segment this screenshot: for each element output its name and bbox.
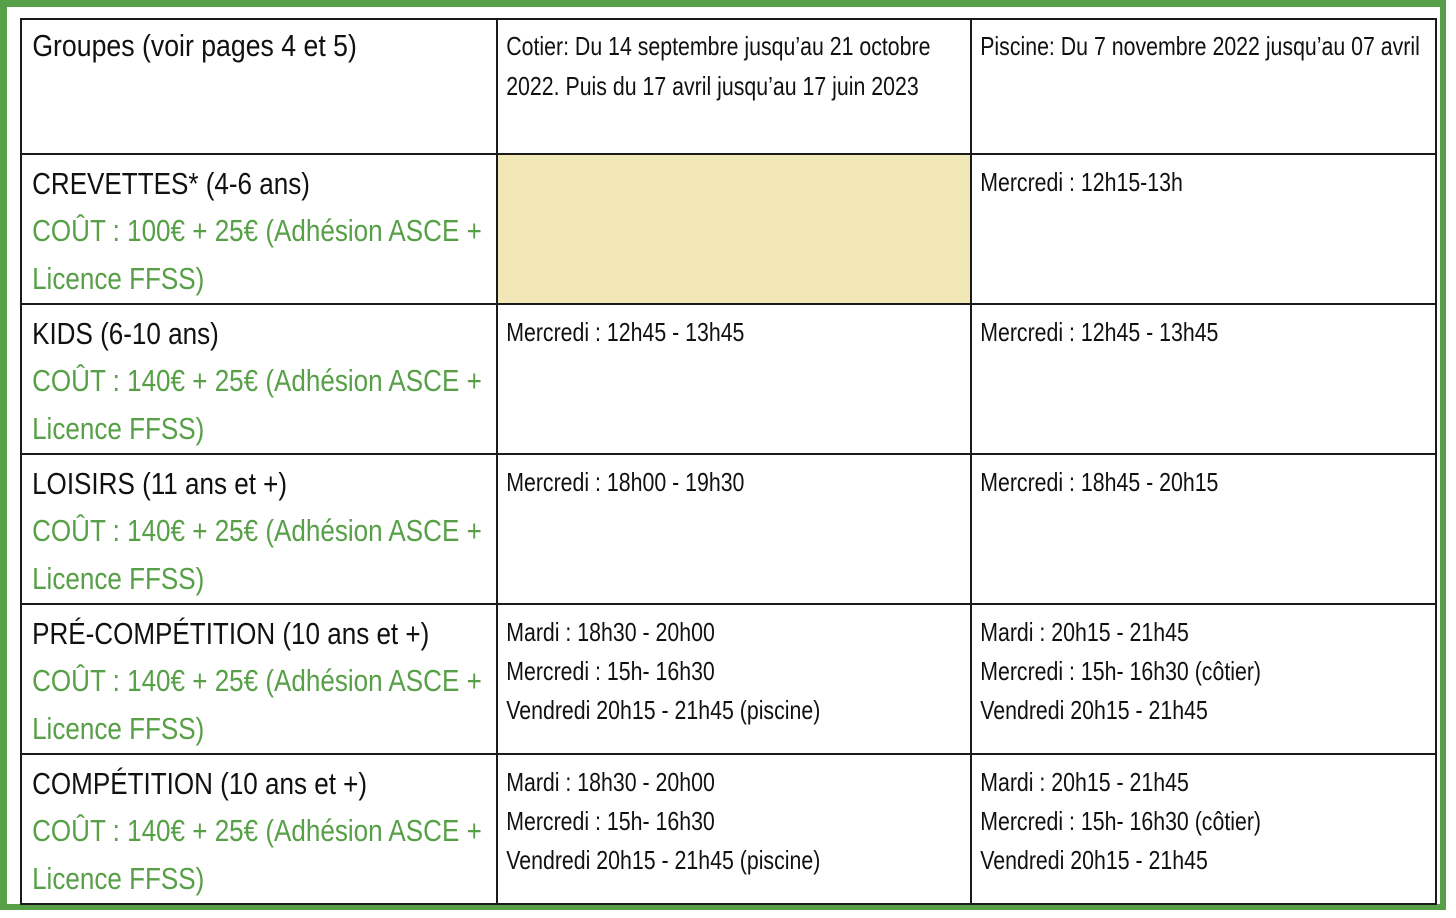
- schedule-slot: Mercredi : 15h- 16h30 (côtier): [980, 656, 1262, 686]
- schedule-slot: Mercredi : 18h00 - 19h30: [506, 467, 745, 497]
- group-cell: [21, 454, 497, 604]
- schedule-slot: Mardi : 20h15 - 21h45: [980, 617, 1189, 647]
- schedule-slot: Mercredi : 12h45 - 13h45: [980, 317, 1219, 347]
- group-cost: COÛT : 140€ + 25€ (Adhésion ASCE + Licence FFSS): [32, 663, 482, 746]
- group-cost: COÛT : 140€ + 25€ (Adhésion ASCE + Licence FFSS): [32, 363, 482, 446]
- table-row: [21, 304, 1436, 454]
- table-header-row: [21, 19, 1436, 154]
- table-row: [21, 754, 1436, 904]
- cotier-cell: [497, 454, 971, 604]
- table-row: [21, 454, 1436, 604]
- schedule-slot: Mercredi : 12h45 - 13h45: [506, 317, 745, 347]
- group-name: COMPÉTITION (10 ans et +): [32, 766, 368, 801]
- group-cost: COÛT : 140€ + 25€ (Adhésion ASCE + Licence FFSS): [32, 813, 482, 896]
- cotier-cell: [497, 754, 971, 904]
- group-name: CREVETTES* (4-6 ans): [32, 166, 310, 201]
- group-cost: COÛT : 100€ + 25€ (Adhésion ASCE + Licence FFSS): [32, 213, 482, 296]
- cotier-empty-cell: [497, 154, 971, 304]
- group-name: PRÉ-COMPÉTITION (10 ans et +): [32, 616, 430, 651]
- schedule-slot: Vendredi 20h15 - 21h45 (piscine): [506, 845, 821, 875]
- schedule-slot: Mardi : 18h30 - 20h00: [506, 617, 715, 647]
- cotier-cell: [497, 604, 971, 754]
- schedule-slot: Vendredi 20h15 - 21h45 (piscine): [506, 695, 821, 725]
- piscine-cell: [971, 454, 1436, 604]
- header-groups-cell: [21, 19, 497, 154]
- schedule-slot: Mercredi : 15h- 16h30: [506, 656, 715, 686]
- group-name: KIDS (6-10 ans): [32, 316, 219, 351]
- piscine-cell: [971, 154, 1436, 304]
- group-cell: [21, 754, 497, 904]
- schedule-slot: Mardi : 20h15 - 21h45: [980, 767, 1189, 797]
- schedule-slot: Mercredi : 18h45 - 20h15: [980, 467, 1219, 497]
- piscine-cell: [971, 754, 1436, 904]
- group-cell: [21, 154, 497, 304]
- header-cotier-cell: [497, 19, 971, 154]
- schedule-slot: Mercredi : 15h- 16h30 (côtier): [980, 806, 1262, 836]
- schedule-slot: Vendredi 20h15 - 21h45: [980, 845, 1208, 875]
- header-piscine: Piscine: Du 7 novembre 2022 jusqu’au 07 avril: [980, 31, 1420, 61]
- schedule-slot: Mercredi : 15h- 16h30: [506, 806, 715, 836]
- cotier-cell: [497, 304, 971, 454]
- piscine-cell: [971, 604, 1436, 754]
- schedule-table: [20, 18, 1437, 905]
- header-piscine-cell: [971, 19, 1436, 154]
- schedule-slot: Vendredi 20h15 - 21h45: [980, 695, 1208, 725]
- table-row: [21, 154, 1436, 304]
- group-cell: [21, 604, 497, 754]
- table-row: [21, 604, 1436, 754]
- group-cost: COÛT : 140€ + 25€ (Adhésion ASCE + Licence FFSS): [32, 513, 482, 596]
- schedule-slot: Mardi : 18h30 - 20h00: [506, 767, 715, 797]
- group-name: LOISIRS (11 ans et +): [32, 466, 288, 501]
- header-cotier: Cotier: Du 14 septembre jusqu’au 21 octobre 2022. Puis du 17 avril jusqu’au 17 juin 2023: [506, 31, 931, 101]
- header-groups: Groupes (voir pages 4 et 5): [32, 28, 357, 63]
- group-cell: [21, 304, 497, 454]
- schedule-slot: Mercredi : 12h15-13h: [980, 167, 1183, 197]
- piscine-cell: [971, 304, 1436, 454]
